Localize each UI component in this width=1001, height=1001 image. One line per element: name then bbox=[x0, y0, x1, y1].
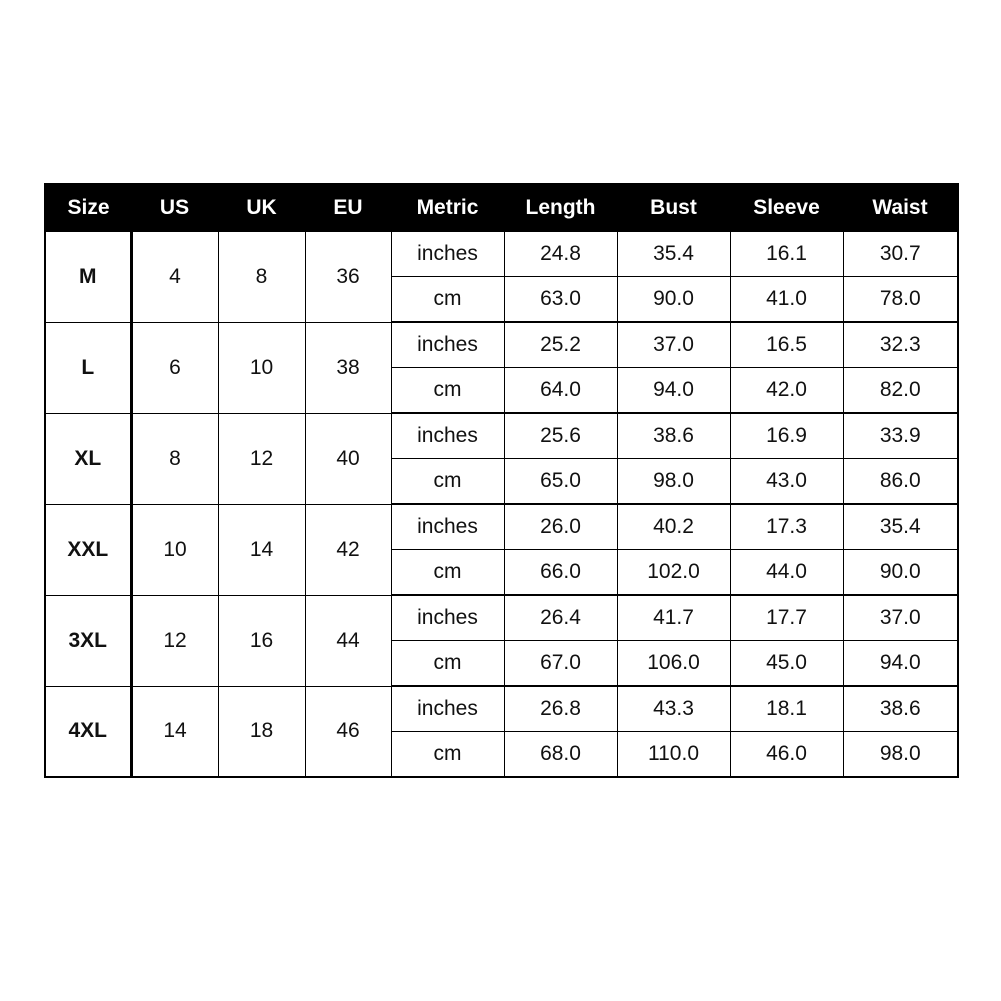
length-value: 26.0 bbox=[504, 504, 617, 550]
length-value: 26.4 bbox=[504, 595, 617, 641]
length-value: 25.2 bbox=[504, 322, 617, 368]
length-value: 26.8 bbox=[504, 686, 617, 732]
bust-value: 94.0 bbox=[617, 368, 730, 414]
metric-unit: inches bbox=[391, 322, 504, 368]
waist-value: 32.3 bbox=[843, 322, 958, 368]
size-label: 3XL bbox=[45, 595, 131, 686]
bust-value: 98.0 bbox=[617, 459, 730, 505]
us-size: 8 bbox=[131, 413, 218, 504]
metric-unit: cm bbox=[391, 641, 504, 687]
header-metric: Metric bbox=[391, 184, 504, 232]
uk-size: 12 bbox=[218, 413, 305, 504]
sleeve-value: 41.0 bbox=[730, 277, 843, 323]
table-row bbox=[45, 595, 958, 641]
waist-value: 94.0 bbox=[843, 641, 958, 687]
sleeve-value: 45.0 bbox=[730, 641, 843, 687]
table-row bbox=[45, 232, 958, 277]
eu-size: 46 bbox=[305, 686, 391, 777]
metric-unit: cm bbox=[391, 277, 504, 323]
uk-size: 18 bbox=[218, 686, 305, 777]
metric-unit: cm bbox=[391, 732, 504, 778]
size-label: XXL bbox=[45, 504, 131, 595]
bust-value: 110.0 bbox=[617, 732, 730, 778]
eu-size: 44 bbox=[305, 595, 391, 686]
metric-unit: inches bbox=[391, 232, 504, 277]
metric-unit: inches bbox=[391, 595, 504, 641]
size-chart-table bbox=[44, 183, 959, 778]
sleeve-value: 43.0 bbox=[730, 459, 843, 505]
eu-size: 42 bbox=[305, 504, 391, 595]
eu-size: 40 bbox=[305, 413, 391, 504]
header-size: Size bbox=[45, 184, 131, 232]
length-value: 66.0 bbox=[504, 550, 617, 596]
waist-value: 90.0 bbox=[843, 550, 958, 596]
sleeve-value: 17.3 bbox=[730, 504, 843, 550]
waist-value: 98.0 bbox=[843, 732, 958, 778]
header-row bbox=[45, 184, 958, 232]
table-row bbox=[45, 413, 958, 459]
sleeve-value: 16.9 bbox=[730, 413, 843, 459]
size-label: L bbox=[45, 322, 131, 413]
length-value: 24.8 bbox=[504, 232, 617, 277]
bust-value: 40.2 bbox=[617, 504, 730, 550]
metric-unit: cm bbox=[391, 459, 504, 505]
sleeve-value: 44.0 bbox=[730, 550, 843, 596]
header-eu: EU bbox=[305, 184, 391, 232]
waist-value: 38.6 bbox=[843, 686, 958, 732]
uk-size: 16 bbox=[218, 595, 305, 686]
bust-value: 35.4 bbox=[617, 232, 730, 277]
waist-value: 30.7 bbox=[843, 232, 958, 277]
size-label: XL bbox=[45, 413, 131, 504]
header-waist: Waist bbox=[843, 184, 958, 232]
waist-value: 33.9 bbox=[843, 413, 958, 459]
sleeve-value: 18.1 bbox=[730, 686, 843, 732]
length-value: 67.0 bbox=[504, 641, 617, 687]
us-size: 12 bbox=[131, 595, 218, 686]
table-row bbox=[45, 504, 958, 550]
metric-unit: cm bbox=[391, 368, 504, 414]
length-value: 64.0 bbox=[504, 368, 617, 414]
length-value: 63.0 bbox=[504, 277, 617, 323]
us-size: 6 bbox=[131, 322, 218, 413]
bust-value: 38.6 bbox=[617, 413, 730, 459]
size-label: M bbox=[45, 232, 131, 323]
uk-size: 8 bbox=[218, 232, 305, 323]
size-label: 4XL bbox=[45, 686, 131, 777]
metric-unit: inches bbox=[391, 413, 504, 459]
bust-value: 41.7 bbox=[617, 595, 730, 641]
waist-value: 78.0 bbox=[843, 277, 958, 323]
us-size: 14 bbox=[131, 686, 218, 777]
header-us: US bbox=[131, 184, 218, 232]
uk-size: 14 bbox=[218, 504, 305, 595]
header-length: Length bbox=[504, 184, 617, 232]
sleeve-value: 16.1 bbox=[730, 232, 843, 277]
table-row bbox=[45, 322, 958, 368]
sleeve-value: 17.7 bbox=[730, 595, 843, 641]
metric-unit: inches bbox=[391, 686, 504, 732]
us-size: 4 bbox=[131, 232, 218, 323]
length-value: 68.0 bbox=[504, 732, 617, 778]
eu-size: 36 bbox=[305, 232, 391, 323]
metric-unit: inches bbox=[391, 504, 504, 550]
metric-unit: cm bbox=[391, 550, 504, 596]
length-value: 25.6 bbox=[504, 413, 617, 459]
eu-size: 38 bbox=[305, 322, 391, 413]
bust-value: 37.0 bbox=[617, 322, 730, 368]
bust-value: 43.3 bbox=[617, 686, 730, 732]
bust-value: 90.0 bbox=[617, 277, 730, 323]
us-size: 10 bbox=[131, 504, 218, 595]
sleeve-value: 16.5 bbox=[730, 322, 843, 368]
table-row bbox=[45, 686, 958, 732]
sleeve-value: 46.0 bbox=[730, 732, 843, 778]
uk-size: 10 bbox=[218, 322, 305, 413]
waist-value: 37.0 bbox=[843, 595, 958, 641]
waist-value: 82.0 bbox=[843, 368, 958, 414]
header-sleeve: Sleeve bbox=[730, 184, 843, 232]
bust-value: 102.0 bbox=[617, 550, 730, 596]
header-uk: UK bbox=[218, 184, 305, 232]
length-value: 65.0 bbox=[504, 459, 617, 505]
header-bust: Bust bbox=[617, 184, 730, 232]
waist-value: 86.0 bbox=[843, 459, 958, 505]
waist-value: 35.4 bbox=[843, 504, 958, 550]
bust-value: 106.0 bbox=[617, 641, 730, 687]
sleeve-value: 42.0 bbox=[730, 368, 843, 414]
